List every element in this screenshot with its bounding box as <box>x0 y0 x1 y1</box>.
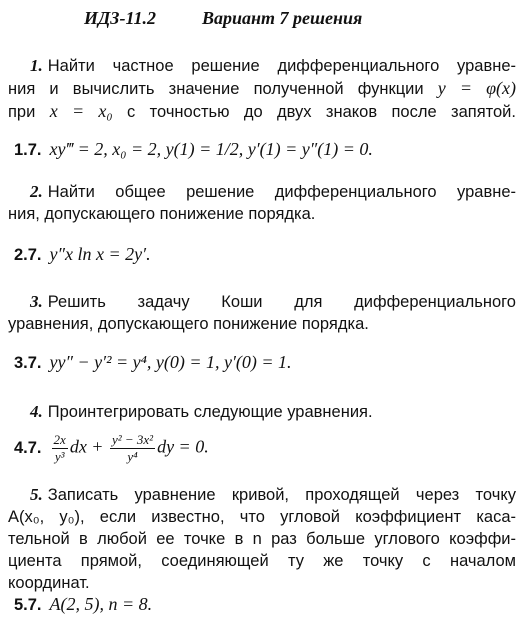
exercise-number: 2.7. <box>14 246 42 264</box>
task-text: ния и вычислить значение полученной функции <box>8 80 424 98</box>
task-1 <box>8 55 516 123</box>
fraction-numerator: 2x <box>53 432 66 447</box>
math-expression: dy = 0. <box>157 436 209 457</box>
math-expression: A(2, 5), n = 8. <box>49 594 153 614</box>
task-text: Проинтегрировать следующие уравнения. <box>47 403 373 421</box>
math-expression: dx + <box>69 436 104 457</box>
task-number: 2. <box>30 182 43 201</box>
task-text: Записать уравнение кривой, проходящей через точку <box>47 486 516 504</box>
exercise-number: 4.7. <box>14 438 42 457</box>
math-expression: x = x₀ <box>49 101 113 121</box>
exercise-3-7 <box>14 352 292 373</box>
exercise-1-7 <box>14 139 373 160</box>
task-4 <box>8 401 516 423</box>
task-text: уравнения, допускающего понижение порядка. <box>8 315 369 333</box>
exercise-number: 5.7. <box>14 596 42 614</box>
exercise-number: 1.7. <box>14 141 42 159</box>
task-5 <box>8 484 516 594</box>
task-2 <box>8 181 516 225</box>
task-text: циента прямой, соединяющей ту же точку с началом <box>8 552 516 570</box>
fraction-denominator: y³ <box>54 449 65 464</box>
task-3 <box>8 291 516 335</box>
task-text: с точностью до двух знаков после запятой. <box>127 103 516 121</box>
variant-label: Вариант 7 решения <box>201 8 363 28</box>
task-text: Решить задачу Коши для дифференциального <box>47 293 516 311</box>
math-expression: xy‴ = 2, x₀ = 2, y(1) = 1/2, y′(1) = y″(1) = 0. <box>49 139 373 159</box>
math-expression: yy″ − y′² = y⁴, y(0) = 1, y′(0) = 1. <box>49 352 292 372</box>
exercise-2-7 <box>14 244 151 265</box>
task-number: 1. <box>30 56 43 75</box>
exercise-number: 3.7. <box>14 354 42 372</box>
math-expression: y″x ln x = 2y′. <box>49 244 151 264</box>
task-text: тельной в любой ее точке в n раз больше углового коэффи- <box>8 530 516 548</box>
task-text: при <box>8 103 36 121</box>
exercise-5-7 <box>14 594 152 615</box>
task-text: Найти общее решение дифференциального уравне- <box>47 183 516 201</box>
exercise-4-7 <box>14 433 209 464</box>
fraction-denominator: y⁴ <box>127 449 138 464</box>
task-text: ния, допускающего понижение порядка. <box>8 205 316 223</box>
assignment-title: ИДЗ-11.2 <box>84 8 156 28</box>
math-expression: y = φ(x) <box>437 78 517 98</box>
document-header <box>84 8 362 29</box>
task-text: координат. <box>8 574 90 592</box>
fraction <box>110 433 155 464</box>
task-number: 4. <box>30 402 43 421</box>
fraction <box>52 433 68 464</box>
fraction-numerator: y² − 3x² <box>111 432 154 447</box>
task-number: 3. <box>30 292 43 311</box>
task-text: A(x₀, y₀), если известно, что угловой коэффициент каса- <box>8 508 516 526</box>
task-text: Найти частное решение дифференциального уравне- <box>47 57 516 75</box>
task-number: 5. <box>30 485 43 504</box>
